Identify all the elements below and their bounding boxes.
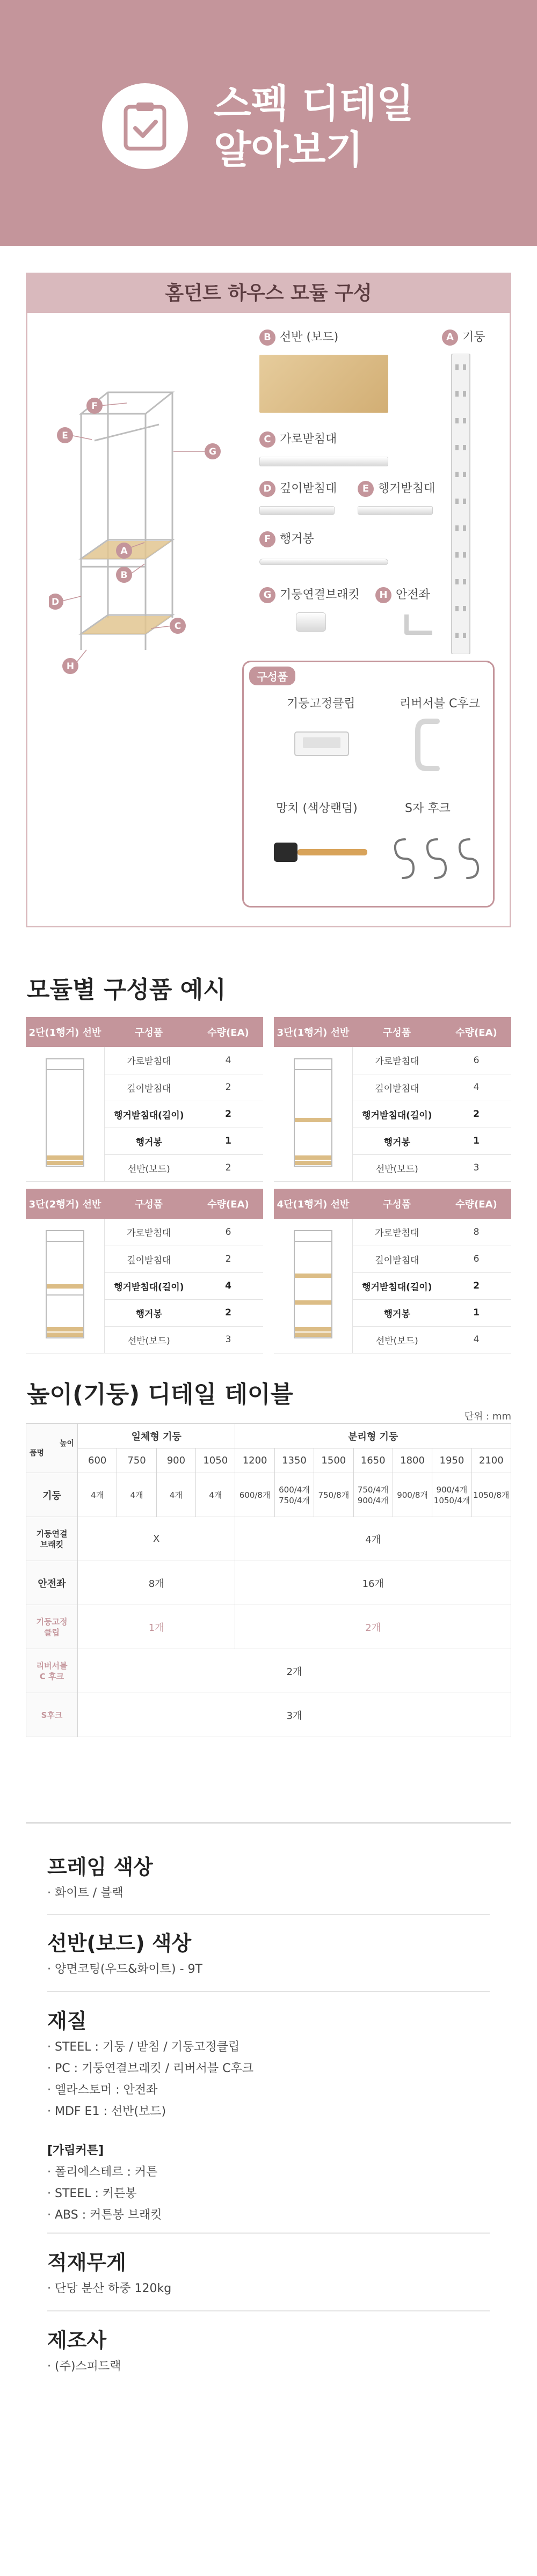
material-item: · STEEL : 기둥 / 받침 / 기둥고정클립: [47, 2040, 240, 2054]
row-label: 기둥연결 브래킷: [26, 1517, 78, 1561]
height-header: 1950: [432, 1448, 471, 1473]
safety-cell-integrated: 8개: [78, 1561, 235, 1605]
table-name: 4단(1행거) 선반: [274, 1189, 352, 1219]
frame-color-text: · 화이트 / 블랙: [47, 1886, 124, 1900]
part-label-f: [259, 530, 314, 547]
components-box: [242, 661, 495, 908]
row-qty: 6: [441, 1047, 511, 1074]
bracket-cell-separated: 4개: [235, 1517, 511, 1561]
pillar-bracket-image: [296, 612, 326, 632]
shook-row: [26, 1693, 511, 1737]
part-label-c: [259, 430, 337, 448]
maker-text: · (주)스피드랙: [47, 2360, 121, 2373]
bracket-cell-integrated: X: [78, 1517, 235, 1561]
curtain-item: · 폴리에스테르 : 커튼: [47, 2165, 158, 2179]
material-item: · PC : 기둥연결브래킷 / 리버서블 C후크: [47, 2062, 254, 2075]
clip-cell-integrated: 1개: [78, 1605, 235, 1649]
hanger-rod-image: [259, 559, 388, 565]
module-composition-box: [26, 273, 511, 927]
row-item: 행거봉: [352, 1128, 441, 1154]
pillar-row: [26, 1473, 511, 1517]
hanger-support-image: [358, 506, 433, 515]
diagram-letter-c: C: [174, 621, 182, 632]
row-item: 선반(보드): [352, 1154, 441, 1181]
group-separated: 분리형 기둥: [235, 1424, 511, 1448]
component-label-hammer: 망치 (색상랜덤): [276, 802, 358, 815]
row-item: 행거봉: [352, 1299, 441, 1326]
col-qty-header: 수량(EA): [193, 1189, 263, 1219]
shelf-thumbnail: [26, 1047, 104, 1181]
table-name: 2단(1행거) 선반: [26, 1017, 104, 1047]
diagram-letter-a: A: [120, 546, 128, 557]
pillar-cell: 1050/8개: [471, 1473, 511, 1517]
shelf-board-image: [259, 355, 388, 413]
part-label-b: [259, 328, 338, 346]
row-item: 행거받침대(길이): [352, 1101, 441, 1128]
row-qty: 1: [193, 1128, 263, 1154]
curtain-item: · STEEL : 커튼봉: [47, 2187, 137, 2200]
row-qty: 2: [193, 1154, 263, 1181]
col-qty-header: 수량(EA): [441, 1017, 511, 1047]
col-qty-header: 수량(EA): [441, 1189, 511, 1219]
hammer-image: [271, 834, 373, 877]
chook-row: [26, 1649, 511, 1693]
row-item: 깊이받침대: [104, 1074, 193, 1101]
row-item: 행거받침대(길이): [104, 1272, 193, 1299]
row-qty: 2: [193, 1299, 263, 1326]
horizontal-support-image: [259, 457, 388, 466]
hero-title: [214, 80, 414, 173]
height-header: 1200: [235, 1448, 274, 1473]
row-item: 선반(보드): [104, 1326, 193, 1353]
diagram-letter-d: D: [51, 597, 60, 608]
spec-separator: [47, 2310, 490, 2311]
hero-title-line1: 스펙 디테일: [214, 81, 414, 126]
examples-title: 모듈별 구성품 예시: [27, 976, 226, 1004]
row-qty: 2: [441, 1272, 511, 1299]
part-letter-e: E: [358, 481, 374, 497]
row-item: 가로받침대: [352, 1219, 441, 1246]
row-label: 기둥고정 클립: [26, 1605, 78, 1649]
row-qty: 3: [441, 1154, 511, 1181]
hero-title-line2: 알아보기: [214, 127, 364, 172]
frame-color-heading: 프레임 색상: [47, 1855, 153, 1879]
row-item: 선반(보드): [104, 1154, 193, 1181]
shelf-diagram: [49, 382, 231, 682]
row-item: 가로받침대: [104, 1047, 193, 1074]
spec-separator: [47, 1991, 490, 1992]
part-label-a: [442, 328, 485, 346]
row-item: 행거받침대(길이): [352, 1272, 441, 1299]
part-name-h: 안전좌: [396, 588, 430, 602]
row-item: 가로받침대: [352, 1047, 441, 1074]
example-table-2tier-1hanger: [26, 1017, 263, 1182]
part-name-d: 깊이받침대: [280, 482, 337, 495]
pillar-cell: 600/4개 750/4개: [274, 1473, 314, 1517]
safety-row: [26, 1561, 511, 1605]
shelf-color-heading: 선반(보드) 색상: [47, 1931, 192, 1955]
load-text: · 단당 분산 하중 120kg: [47, 2282, 172, 2295]
row-item: 가로받침대: [104, 1219, 193, 1246]
row-qty: 4: [441, 1074, 511, 1101]
height-header: 600: [78, 1448, 117, 1473]
height-header: 1650: [353, 1448, 393, 1473]
col-item-header: 구성품: [352, 1189, 441, 1219]
component-label-chook: 리버서블 C후크: [400, 697, 480, 711]
components-tag: 구성품: [249, 667, 295, 685]
part-label-h: [375, 586, 430, 603]
pillar-cell: 4개: [156, 1473, 195, 1517]
pillar-cell: 4개: [117, 1473, 156, 1517]
row-qty: 6: [193, 1219, 263, 1246]
material-item: · 엘라스토머 : 안전좌: [47, 2083, 158, 2097]
part-letter-h: H: [375, 587, 391, 603]
part-name-b: 선반 (보드): [280, 331, 339, 344]
height-header: 1800: [393, 1448, 432, 1473]
part-letter-g: G: [259, 587, 275, 603]
row-label: 안전좌: [26, 1561, 78, 1605]
part-name-e: 행거받침대: [378, 482, 436, 495]
height-header: 750: [117, 1448, 156, 1473]
clip-cell-separated: 2개: [235, 1605, 511, 1649]
chook-cell: 2개: [78, 1649, 511, 1693]
pillar-cell: 900/4개 1050/4개: [432, 1473, 471, 1517]
component-label-shook: S자 후크: [405, 802, 451, 815]
row-qty: 1: [441, 1299, 511, 1326]
height-header: 1500: [314, 1448, 353, 1473]
part-letter-c: C: [259, 431, 275, 448]
shelf-thumbnail: [26, 1219, 104, 1353]
part-label-g: [259, 586, 360, 603]
row-item: 행거봉: [104, 1299, 193, 1326]
row-qty: 2: [193, 1101, 263, 1128]
clip-row: [26, 1605, 511, 1649]
hero-banner: [0, 0, 537, 246]
diagram-letter-f: F: [91, 401, 98, 412]
depth-support-image: [259, 506, 335, 515]
row-qty: 1: [441, 1128, 511, 1154]
row-qty: 2: [441, 1101, 511, 1128]
unit-label: 단위 : mm: [464, 1411, 511, 1422]
pillar-cell: 750/8개: [314, 1473, 353, 1517]
shook-cell: 3개: [78, 1693, 511, 1737]
height-header: 2100: [471, 1448, 511, 1473]
height-header: 1350: [274, 1448, 314, 1473]
example-table-3tier-1hanger: [274, 1017, 511, 1182]
corner-top: 높이: [59, 1439, 74, 1448]
part-letter-b: B: [259, 330, 275, 346]
diagram-letter-g: G: [209, 447, 216, 457]
row-item: 깊이받침대: [352, 1246, 441, 1272]
pillar-cell: 4개: [196, 1473, 235, 1517]
component-label-clip: 기둥고정클립: [287, 697, 355, 711]
part-label-e: [358, 479, 435, 497]
row-item: 행거받침대(길이): [104, 1101, 193, 1128]
curtain-heading: [가림커튼]: [47, 2144, 104, 2157]
row-qty: 3: [193, 1326, 263, 1353]
col-item-header: 구성품: [104, 1189, 193, 1219]
maker-heading: 제조사: [47, 2329, 107, 2352]
pillar-cell: 750/4개 900/4개: [353, 1473, 393, 1517]
safety-cell-separated: 16개: [235, 1561, 511, 1605]
diagram-letter-h: H: [66, 661, 75, 672]
row-qty: 4: [441, 1326, 511, 1353]
example-table-4tier-1hanger: [274, 1189, 511, 1353]
pillar-image: [447, 354, 474, 654]
curtain-item: · ABS : 커튼봉 브래킷: [47, 2208, 162, 2222]
pillar-cell: 4개: [78, 1473, 117, 1517]
height-header: 1050: [196, 1448, 235, 1473]
row-item: 행거봉: [104, 1128, 193, 1154]
row-qty: 6: [441, 1246, 511, 1272]
part-name-c: 가로받침대: [280, 433, 337, 446]
bracket-row: [26, 1517, 511, 1561]
height-header: 900: [156, 1448, 195, 1473]
material-item: · MDF E1 : 선반(보드): [47, 2105, 166, 2118]
part-name-f: 행거봉: [280, 532, 314, 546]
shelf-thumbnail: [274, 1047, 352, 1181]
height-table-title: 높이(기둥) 디테일 테이블: [27, 1381, 293, 1408]
part-name-g: 기둥연결브래킷: [280, 588, 360, 602]
corner-cell: [26, 1424, 78, 1473]
load-heading: 적재무게: [47, 2251, 126, 2274]
pillar-clip-image: [292, 727, 351, 764]
module-title: 홈던트 하우스 모듈 구성: [27, 274, 510, 313]
row-label: 기둥: [26, 1473, 78, 1517]
col-item-header: 구성품: [104, 1017, 193, 1047]
shelf-color-text: · 양면코팅(우드&화이트) - 9T: [47, 1963, 202, 1976]
shelf-thumbnail: [274, 1219, 352, 1353]
row-item: 깊이받침대: [104, 1246, 193, 1272]
row-qty: 2: [193, 1074, 263, 1101]
c-hook-image: [410, 716, 453, 775]
diagram-letter-b: B: [120, 570, 128, 581]
table-name: 3단(2행거) 선반: [26, 1189, 104, 1219]
clipboard-check-icon: [102, 83, 188, 169]
row-label: S후크: [26, 1693, 78, 1737]
col-qty-header: 수량(EA): [193, 1017, 263, 1047]
diagram-letter-e: E: [62, 430, 68, 441]
group-integrated: 일체형 기둥: [78, 1424, 235, 1448]
part-name-a: 기둥: [462, 331, 485, 344]
spec-separator: [47, 2233, 490, 2234]
row-label: 리버서블 C 후크: [26, 1649, 78, 1693]
row-item: 깊이받침대: [352, 1074, 441, 1101]
table-name: 3단(1행거) 선반: [274, 1017, 352, 1047]
part-letter-d: D: [259, 481, 275, 497]
row-qty: 8: [441, 1219, 511, 1246]
part-letter-f: F: [259, 531, 275, 547]
row-qty: 2: [193, 1246, 263, 1272]
pillar-cell: 600/8개: [235, 1473, 274, 1517]
pillar-cell: 900/8개: [393, 1473, 432, 1517]
spec-divider: [26, 1822, 511, 1824]
s-hook-image: [389, 829, 485, 888]
part-letter-a: A: [442, 330, 458, 346]
material-heading: 재질: [47, 2009, 87, 2033]
corner-bottom: 품명: [30, 1448, 45, 1458]
safety-foot-image: [403, 612, 436, 636]
row-qty: 4: [193, 1272, 263, 1299]
spec-separator: [47, 1914, 490, 1915]
example-table-3tier-2hanger: [26, 1189, 263, 1353]
row-item: 선반(보드): [352, 1326, 441, 1353]
col-item-header: 구성품: [352, 1017, 441, 1047]
height-detail-table: [26, 1423, 511, 1737]
row-qty: 4: [193, 1047, 263, 1074]
part-label-d: [259, 479, 337, 497]
